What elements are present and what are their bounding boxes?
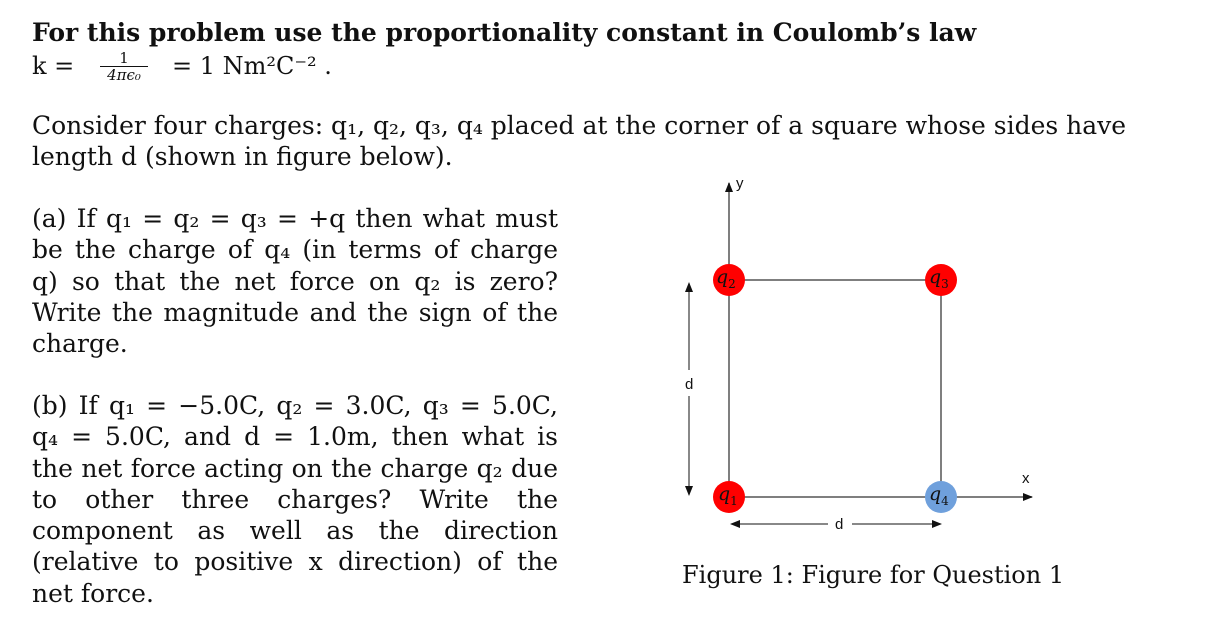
k-rhs: = 1 Nm²C⁻² . — [172, 52, 332, 80]
charge-q2-label: $q_2$ — [716, 266, 736, 291]
problem-heading: For this problem use the proportionality constant in Coulomb’s law — [32, 18, 977, 47]
k-fraction-numerator: 1 — [100, 50, 148, 67]
part-b-question: (b) If q₁ = −5.0C, q₂ = 3.0C, q₃ = 5.0C, q₄ = 5.0C, and d = 1.0m, then what is the net force acting on the charge q₂ due to other three charges? Write the component as well as the direction (relative to positive x direction) of the net force. — [32, 391, 558, 608]
intro-paragraph: Consider four charges: q₁, q₂, q₃, q₄ placed at the corner of a square whose sides have length d (shown in figure below). — [32, 111, 1127, 171]
charge-q3 — [925, 264, 957, 296]
k-fraction-denominator: 4πϵ₀ — [107, 66, 141, 84]
figure-caption: Figure 1: Figure for Question 1 — [682, 561, 1065, 589]
k-lhs: k = — [32, 52, 75, 80]
charge-q1-label: $q_1$ — [718, 483, 738, 508]
horizontal-dimension-label: d — [835, 516, 844, 533]
charge-q3-label: $q_3$ — [929, 266, 949, 291]
y-axis-label: y — [736, 175, 744, 192]
part-a-question: (a) If q₁ = q₂ = q₃ = +q then what must be the charge of q₄ (in terms of charge q) so that the net force on q₂ is zero? Write the magnitude and the sign of the charge. — [32, 204, 558, 359]
charge-q1 — [713, 481, 745, 513]
x-axis-label: x — [1022, 470, 1030, 487]
vertical-dimension-label: d — [685, 376, 694, 393]
charge-q2 — [713, 264, 745, 296]
charge-q4-label: $q_4$ — [929, 483, 949, 508]
charge-q4 — [925, 481, 957, 513]
